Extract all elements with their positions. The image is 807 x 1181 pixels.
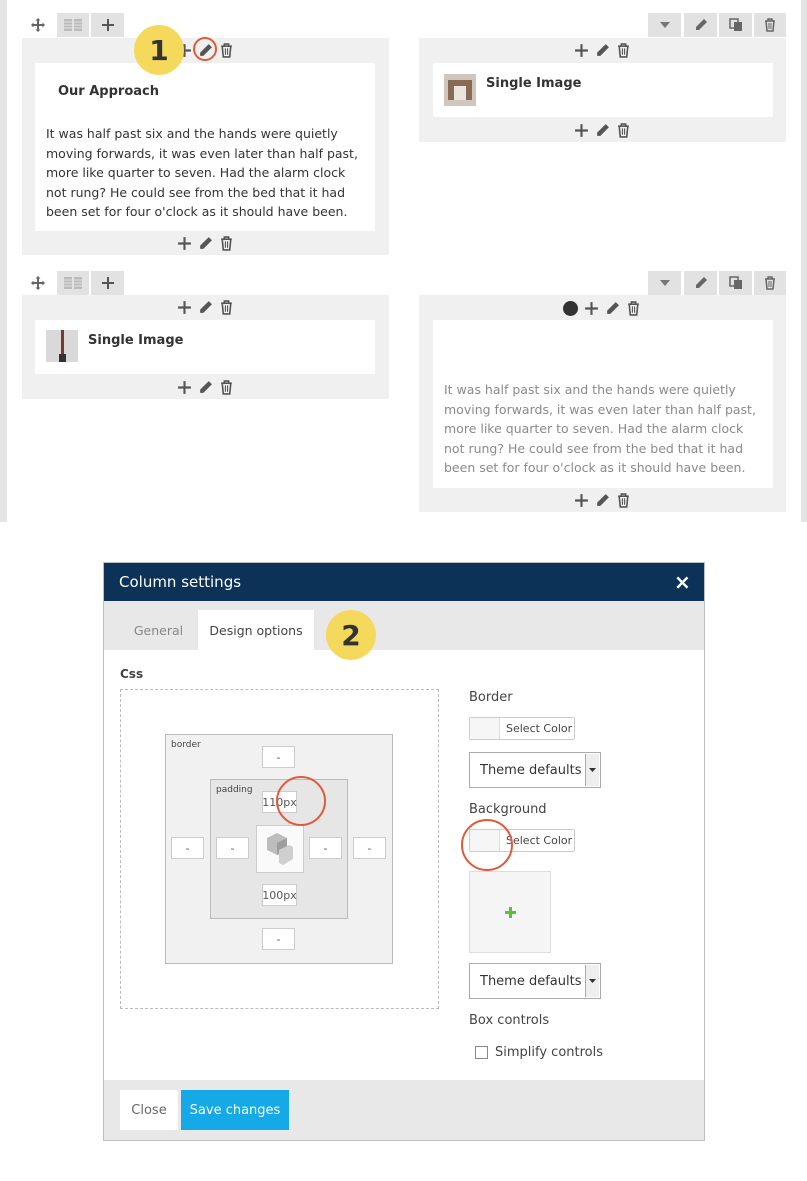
row-move-handle[interactable] [22, 271, 54, 295]
step-badge-1: 1 [134, 25, 184, 75]
row-add-column-button[interactable] [91, 13, 124, 37]
tab-design-options[interactable]: Design options [198, 610, 314, 650]
copy-icon [729, 18, 743, 32]
column-settings-modal [103, 562, 705, 1141]
trash-icon [764, 276, 776, 290]
row1-column1 [22, 38, 389, 255]
trash-icon[interactable] [219, 43, 234, 58]
caret-down-icon [660, 280, 670, 286]
image-thumbnail [444, 74, 476, 106]
column-controls-bottom [574, 492, 631, 508]
box-controls-label: Box controls [469, 1013, 550, 1028]
trash-icon [764, 18, 776, 32]
modal-footer [104, 1080, 704, 1140]
simplify-controls-label: Simplify controls [495, 1045, 604, 1060]
element-card[interactable] [433, 63, 773, 117]
row-toggle-button[interactable] [648, 13, 681, 37]
margin-top-input[interactable]: - [262, 746, 295, 768]
element-card[interactable] [433, 320, 773, 488]
layout-icon [64, 277, 82, 289]
copy-icon [729, 276, 743, 290]
layout-icon [64, 19, 82, 31]
row-toggle-button[interactable] [648, 271, 681, 295]
page-builder [0, 0, 807, 522]
content-box [256, 825, 304, 873]
modal-tabs [104, 601, 704, 650]
plus-icon[interactable] [177, 300, 192, 315]
row-clone-button[interactable] [719, 13, 752, 37]
simplify-controls-checkbox[interactable] [475, 1046, 488, 1059]
row1-column2 [419, 38, 786, 142]
element-title: Single Image [88, 333, 184, 348]
border-left-input[interactable]: - [216, 837, 249, 859]
move-icon [30, 17, 46, 33]
border-label: border [171, 740, 201, 750]
element-text: It was half past six and the hands were quietly moving forwards, it was even later than half past, more like quarter to seven. Had the alarm clock not rung? He could see from the bed that it had been set for four o'clock as it should have been. [46, 126, 358, 219]
plus-icon [101, 18, 115, 32]
border-right-input[interactable]: - [309, 837, 342, 859]
row-edit-button[interactable] [684, 13, 717, 37]
padding-top-input[interactable]: 110px [262, 791, 297, 813]
move-icon [30, 275, 46, 291]
background-image-upload[interactable] [469, 871, 551, 953]
pencil-icon [694, 18, 708, 32]
trash-icon[interactable] [616, 123, 631, 138]
margin-left-input[interactable]: - [171, 837, 204, 859]
tab-general[interactable]: General [133, 622, 184, 638]
row2-column1 [22, 295, 389, 399]
row2-column2 [419, 295, 786, 512]
pencil-icon[interactable] [605, 301, 620, 316]
frame-right-border [801, 0, 807, 522]
border-style-select[interactable] [469, 752, 601, 788]
row-delete-button[interactable] [754, 271, 786, 295]
row-clone-button[interactable] [719, 271, 752, 295]
modal-title: Column settings [119, 573, 242, 591]
background-style-select[interactable] [469, 963, 601, 999]
trash-icon[interactable] [219, 236, 234, 251]
column-controls-bottom [574, 122, 631, 138]
select-color-label: Select Color [506, 722, 573, 735]
caret-down-icon [660, 22, 670, 28]
plus-icon [101, 276, 115, 290]
step-badge-2: 2 [326, 610, 376, 660]
row-move-handle[interactable] [22, 13, 54, 37]
column-controls-top [574, 42, 631, 58]
chevron-down-icon [585, 754, 599, 786]
pencil-icon[interactable] [595, 493, 610, 508]
add-image-icon [505, 907, 516, 918]
custom-design-indicator [563, 301, 578, 316]
row-add-column-button[interactable] [91, 271, 124, 295]
plus-icon[interactable] [177, 236, 192, 251]
plus-icon[interactable] [574, 493, 589, 508]
column-controls-top [177, 299, 234, 315]
composer-logo-icon [265, 832, 295, 866]
background-style-value: Theme defaults [480, 974, 582, 989]
column-controls-bottom [177, 235, 234, 251]
pencil-icon[interactable] [595, 123, 610, 138]
element-card[interactable] [35, 63, 375, 231]
chevron-down-icon [585, 965, 599, 997]
row-layout-button[interactable] [57, 13, 89, 37]
trash-icon[interactable] [219, 380, 234, 395]
row-layout-button[interactable] [57, 271, 89, 295]
border-color-swatch [470, 718, 500, 739]
highlight-ring-background [461, 819, 513, 871]
select-color-label: Select Color [506, 834, 573, 847]
pencil-icon [694, 276, 708, 290]
element-title: Our Approach [58, 84, 159, 99]
plus-icon[interactable] [584, 301, 599, 316]
plus-icon[interactable] [574, 123, 589, 138]
frame-left-border [0, 0, 7, 522]
padding-label: padding [216, 785, 253, 795]
close-icon[interactable]: × [674, 570, 691, 594]
background-section-label: Background [469, 802, 547, 817]
border-section-label: Border [469, 690, 513, 705]
css-box-editor [120, 689, 439, 1009]
image-thumbnail [46, 330, 78, 362]
plus-icon[interactable] [574, 43, 589, 58]
element-text: It was half past six and the hands were quietly moving forwards, it was even later than half past, more like quarter to seven. Had the alarm clock not rung? He could see from the bed that it had been set for four o'clock as it should have been. [444, 382, 756, 475]
border-box [165, 734, 393, 964]
row-edit-button[interactable] [684, 271, 717, 295]
save-changes-button[interactable]: Save changes [181, 1090, 289, 1130]
border-color-picker[interactable] [469, 717, 575, 740]
trash-icon[interactable] [626, 301, 641, 316]
modal-header [104, 563, 704, 601]
highlight-ring-edit [193, 37, 217, 61]
pencil-icon[interactable] [198, 300, 213, 315]
margin-right-input[interactable]: - [353, 837, 386, 859]
pencil-icon[interactable] [198, 236, 213, 251]
row-delete-button[interactable] [754, 13, 786, 37]
pencil-icon[interactable] [595, 43, 610, 58]
plus-icon[interactable] [177, 380, 192, 395]
margin-bottom-input[interactable]: - [262, 928, 295, 950]
pencil-icon[interactable] [198, 380, 213, 395]
trash-icon[interactable] [219, 300, 234, 315]
padding-bottom-input[interactable]: 100px [262, 884, 297, 906]
css-label: Css [120, 667, 144, 681]
border-style-value: Theme defaults [480, 763, 582, 778]
trash-icon[interactable] [616, 493, 631, 508]
column-controls-top [563, 300, 641, 316]
column-controls-bottom [177, 379, 234, 395]
highlight-ring-padding [276, 776, 326, 826]
trash-icon[interactable] [616, 43, 631, 58]
element-title: Single Image [486, 76, 582, 91]
element-card[interactable] [35, 320, 375, 374]
close-button[interactable]: Close [120, 1090, 178, 1130]
